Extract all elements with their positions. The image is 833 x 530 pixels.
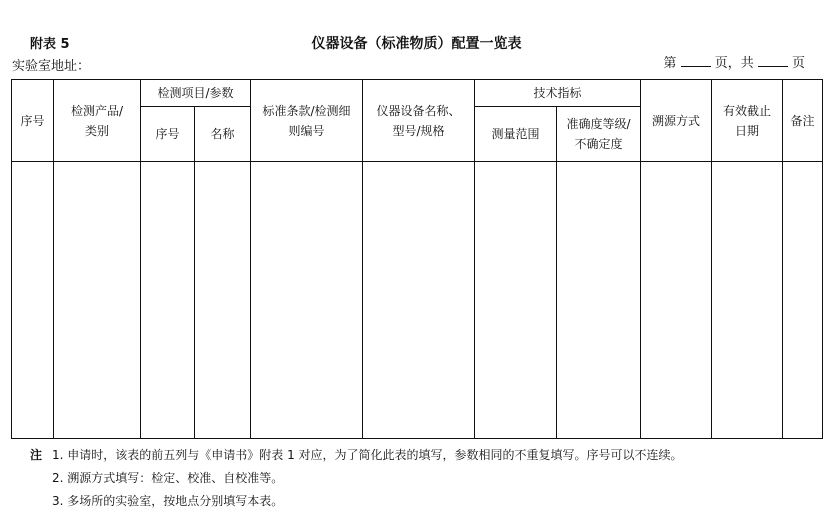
cell-valid[interactable]	[712, 162, 783, 439]
cell-instrument[interactable]	[363, 162, 475, 439]
page-number-blank[interactable]	[681, 54, 711, 67]
attachment-label: 附表 5	[30, 37, 70, 52]
cell-accuracy[interactable]	[557, 162, 641, 439]
col-instrument-header	[363, 80, 475, 162]
lab-address-label: 实验室地址：	[12, 59, 91, 74]
note-line-1	[30, 444, 683, 467]
page-prefix: 第	[663, 56, 677, 71]
col-standard-header	[251, 80, 363, 162]
cell-items-seq[interactable]	[141, 162, 195, 439]
col-product-header	[54, 80, 141, 162]
note-line-3	[30, 490, 683, 513]
col-trace-header: 溯源方式	[641, 80, 712, 162]
note-line-2	[30, 467, 683, 490]
col-items-name-header: 名称	[195, 107, 251, 162]
col-valid-header	[712, 80, 783, 162]
note-item: 2. 溯源方式填写：检定、校准、自校准等。	[52, 471, 284, 485]
cell-product[interactable]	[54, 162, 141, 439]
col-tech-accuracy-text: 准确度等级/不确定度	[566, 117, 631, 151]
col-tech-accuracy-header	[557, 107, 641, 162]
table-body-row	[12, 162, 823, 439]
col-seq-header: 序号	[12, 80, 54, 162]
cell-seq[interactable]	[12, 162, 54, 439]
header-row-1	[12, 80, 823, 107]
note-item: 3. 多场所的实验室，按地点分别填写本表。	[52, 494, 284, 508]
equipment-table	[11, 79, 823, 439]
form-title: 仪器设备（标准物质）配置一览表	[311, 36, 522, 52]
col-tech-range-header: 测量范围	[475, 107, 557, 162]
page-mid: 页，共	[714, 56, 754, 71]
notes-section	[30, 444, 683, 513]
col-instrument-text: 仪器设备名称、型号/规格	[376, 103, 461, 138]
notes-label: 注	[30, 448, 43, 462]
page-suffix: 页	[791, 56, 805, 71]
col-standard-text: 标准条款/检测细则编号	[262, 103, 351, 138]
col-items-header: 检测项目/参数	[141, 80, 251, 107]
note-item: 1. 申请时，该表的前五列与《申请书》附表 1 对应，为了简化此表的填写，参数相同的不重复填写。序号可以不连续。	[52, 448, 683, 462]
col-tech-header: 技术指标	[475, 80, 641, 107]
cell-remark[interactable]	[783, 162, 823, 439]
page-indicator	[663, 52, 805, 71]
col-valid-text: 有效截止日期	[723, 103, 772, 138]
cell-trace[interactable]	[641, 162, 712, 439]
page-total-blank[interactable]	[758, 54, 788, 67]
cell-range[interactable]	[475, 162, 557, 439]
col-product-text: 检测产品/类别	[70, 103, 124, 138]
col-items-seq-header: 序号	[141, 107, 195, 162]
cell-items-name[interactable]	[195, 162, 251, 439]
cell-standard[interactable]	[251, 162, 363, 439]
col-remark-header: 备注	[783, 80, 823, 162]
